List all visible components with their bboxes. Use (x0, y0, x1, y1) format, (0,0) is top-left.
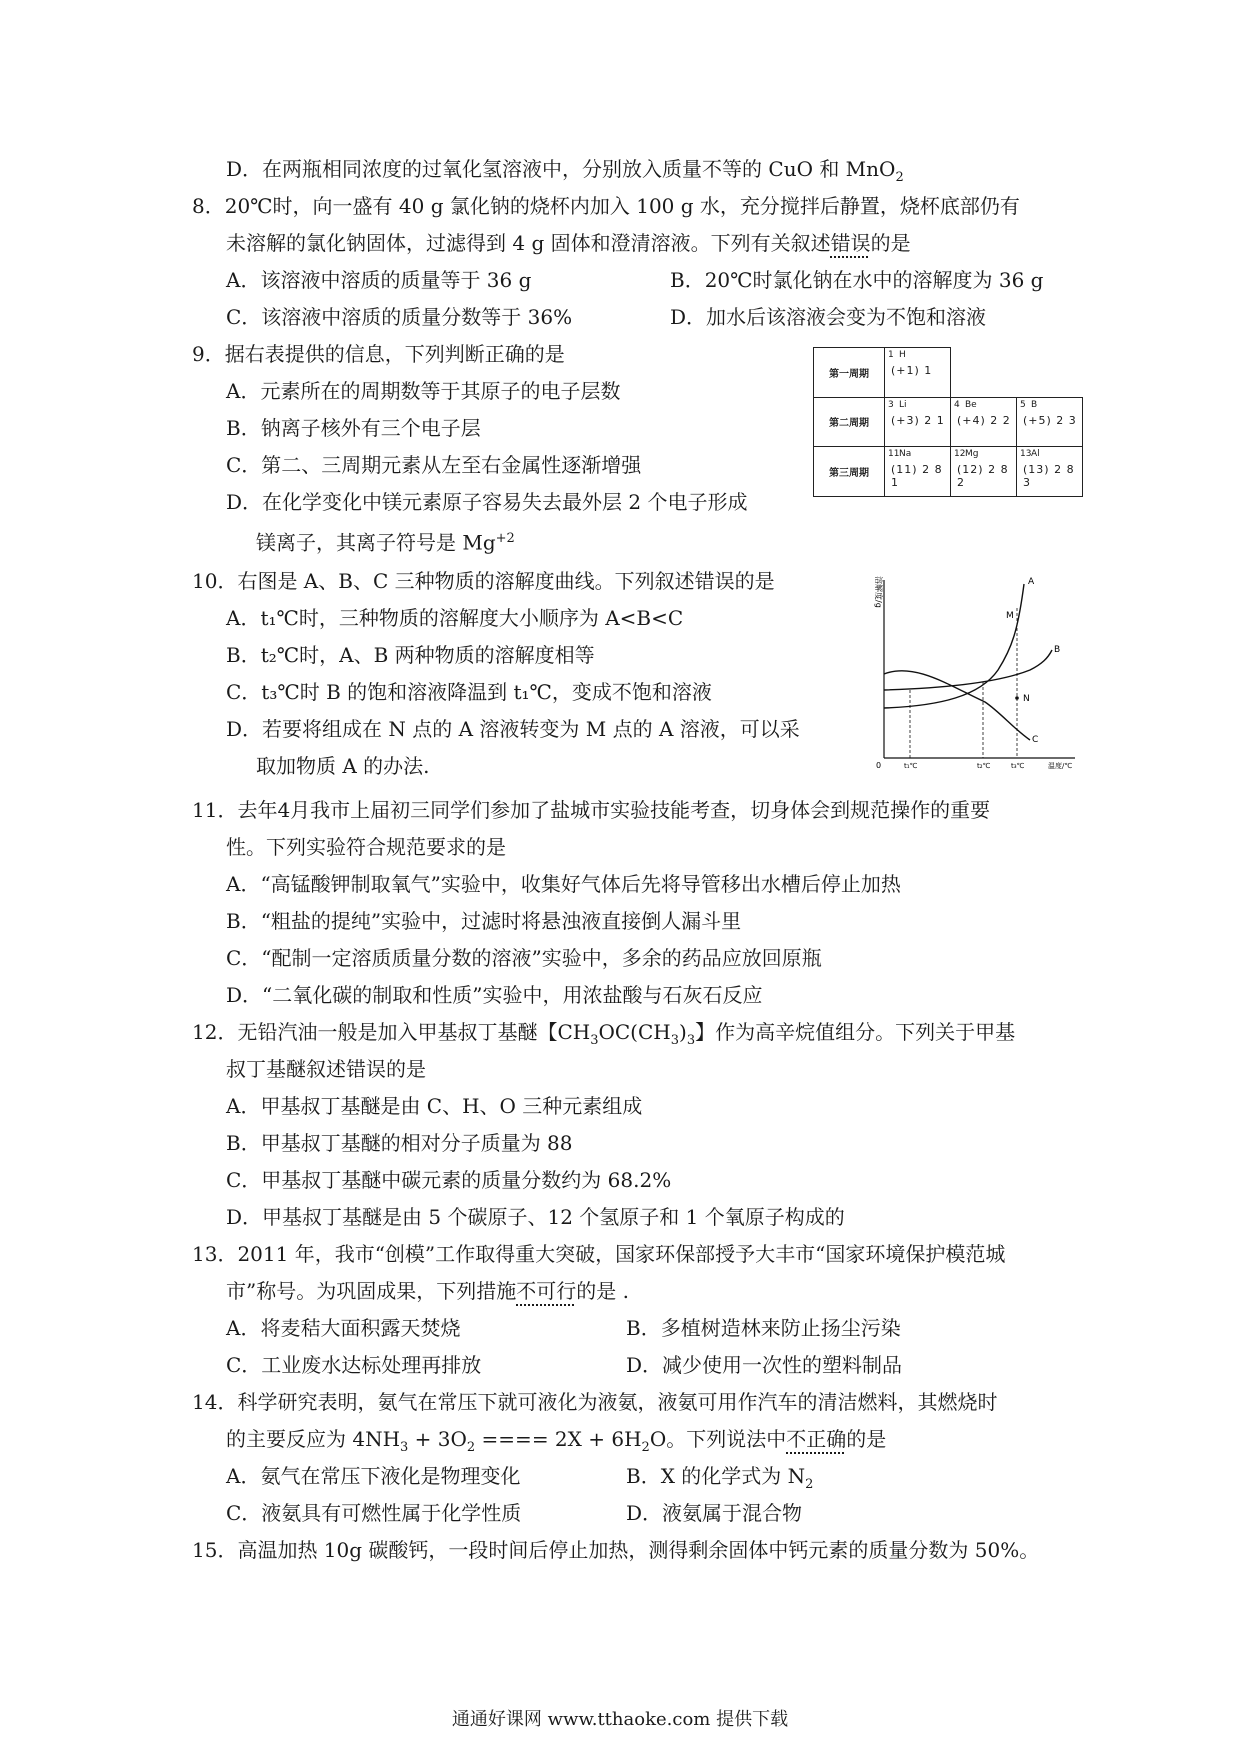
q8-option-b: B．20℃时氯化钠在水中的溶解度为 36 g (670, 268, 1044, 292)
element-cell: 11 Na (11) 2 8 1 (885, 447, 951, 497)
q12-stem-line2: 叔丁基醚叙述错误的是 (226, 1057, 426, 1081)
q14-option-b: B．X 的化学式为 $N_2$ (626, 1464, 814, 1492)
q10-option-d-line2: 取加物质 A 的办法. (256, 754, 430, 778)
q13-option-c: C．工业废水达标处理再排放 (226, 1353, 482, 1377)
label-c: C (1032, 735, 1039, 745)
q8-stem-line1: 8．20℃时，向一盛有 40 g 氯化钠的烧杯内加入 100 g 水，充分搅拌后静置，烧杯底部仍有 (192, 194, 1020, 218)
period-label: 第二周期 (814, 397, 885, 447)
chart-xlabel: 温度/℃ (1048, 762, 1073, 770)
q10-option-c: C．t₃℃时 B 的饱和溶液降温到 t₁℃，变成不饱和溶液 (226, 680, 712, 704)
q9-option-d-line2: 镁离子，其离子符号是 $Mg^{+2}$ (256, 530, 515, 555)
q9-option-a: A．元素所在的周期数等于其原子的电子层数 (226, 379, 621, 403)
curve-c (884, 671, 1030, 740)
q9-option-d-line1: D．在化学变化中镁元素原子容易失去最外层 2 个电子形成 (226, 490, 748, 514)
q8-stem-line2: 未溶解的氯化钠固体，过滤得到 4 g 固体和澄清溶液。下列有关叙述错误的是 (226, 231, 911, 255)
q12-option-b: B．甲基叔丁基醚的相对分子质量为 88 (226, 1131, 573, 1155)
q10-option-b: B．t₂℃时，A、B 两种物质的溶解度相等 (226, 643, 595, 667)
q14-stem-line1: 14．科学研究表明，氨气在常压下就可液化为液氨，液氨可用作汽车的清洁燃料，其燃烧时 (192, 1390, 998, 1414)
chart-ylabel: 溶解度/g (874, 576, 883, 608)
q11-option-a: A．“高锰酸钾制取氧气”实验中，收集好气体后先将导管移出水槽后停止加热 (226, 872, 901, 896)
element-cell: 5 B (+5) 2 3 (1017, 397, 1083, 447)
q12-stem-line1: 12．无铅汽油一般是加入甲基叔丁基醚【$CH_3OC(CH_3)_3$】作为高辛烷值组分。下列关于甲基 (192, 1020, 1016, 1048)
label-b: B (1054, 645, 1061, 655)
curve-b (884, 650, 1052, 690)
q12-option-a: A．甲基叔丁基醚是由 C、H、O 三种元素组成 (226, 1094, 643, 1118)
q11-stem-line1: 11．去年4月我市上届初三同学们参加了盐城市实验技能考查，切身体会到规范操作的重要 (192, 798, 991, 822)
x-tick-t1: t₁℃ (904, 762, 918, 770)
q11-option-c: C．“配制一定溶质质量分数的溶液”实验中，多余的药品应放回原瓶 (226, 946, 822, 970)
q9-option-b: B．钠离子核外有三个电子层 (226, 416, 481, 440)
page-footer: 通通好课网 www.tthaoke.com 提供下载 (451, 1709, 789, 1730)
label-n: N (1023, 694, 1030, 704)
q13-stem-line2: 市”称号。为巩固成果，下列措施不可行的是 . (226, 1279, 629, 1303)
q11-option-d: D．“二氧化碳的制取和性质”实验中，用浓盐酸与石灰石反应 (226, 983, 763, 1007)
element-cell: 4 Be (+4) 2 2 (951, 397, 1017, 447)
q10-stem: 10．右图是 A、B、C 三种物质的溶解度曲线。下列叙述错误的是 (192, 569, 775, 593)
x-tick-t2: t₂℃ (977, 762, 991, 770)
q7-option-d: D．在两瓶相同浓度的过氧化氢溶液中，分别放入质量不等的 CuO 和 MnO$_2$ (226, 157, 904, 185)
period-label: 第三周期 (814, 447, 885, 497)
q12-option-c: C．甲基叔丁基醚中碳元素的质量分数约为 68.2% (226, 1168, 672, 1192)
periodic-table-excerpt (813, 347, 1083, 497)
period-label: 第一周期 (814, 348, 885, 398)
q8-option-c: C．该溶液中溶质的质量分数等于 36% (226, 305, 573, 329)
element-cell: 3 Li (+3) 2 1 (885, 397, 951, 447)
q14-stem-line2: 的主要反应为 $4NH_3 + 3O_2$ ==== $2X + 6H_2O$。下列说法中不正确的是 (226, 1427, 887, 1455)
q15-stem: 15．高温加热 10g 碳酸钙，一段时间后停止加热，测得剩余固体中钙元素的质量分数为 50%。 (192, 1538, 1040, 1562)
element-cell: 12 Mg (12) 2 8 2 (951, 447, 1017, 497)
label-a: A (1028, 577, 1035, 587)
q13-option-b: B．多植树造林来防止扬尘污染 (626, 1316, 901, 1340)
q8-option-d: D．加水后该溶液会变为不饱和溶液 (670, 305, 987, 329)
x-tick-t3: t₃℃ (1011, 762, 1025, 770)
q13-option-a: A．将麦秸大面积露天焚烧 (226, 1316, 461, 1340)
q9-option-c: C．第二、三周期元素从左至右金属性逐渐增强 (226, 453, 642, 477)
q10-option-a: A．t₁℃时，三种物质的溶解度大小顺序为 A<B<C (226, 606, 684, 630)
q8-option-a: A．该溶液中溶质的质量等于 36 g (226, 268, 532, 292)
label-m: M (1006, 611, 1014, 621)
q11-stem-line2: 性。下列实验符合规范要求的是 (226, 835, 506, 859)
q9-stem: 9．据右表提供的信息，下列判断正确的是 (192, 342, 565, 366)
element-cell: 1 H (+1) 1 (885, 348, 951, 398)
q14-option-d: D．液氨属于混合物 (626, 1501, 803, 1525)
q11-option-b: B．“粗盐的提纯”实验中，过滤时将悬浊液直接倒人漏斗里 (226, 909, 742, 933)
q13-stem-line1: 13．2011 年，我市“创模”工作取得重大突破，国家环保部授予大丰市“国家环境保护模范城 (192, 1242, 1006, 1266)
q10-option-d-line1: D．若要将组成在 N 点的 A 溶液转变为 M 点的 A 溶液，可以采 (226, 717, 800, 741)
element-cell: 13 Al (13) 2 8 3 (1017, 447, 1083, 497)
q13-option-d: D．减少使用一次性的塑料制品 (626, 1353, 903, 1377)
point-n (1015, 696, 1019, 700)
q14-option-c: C．液氨具有可燃性属于化学性质 (226, 1501, 522, 1525)
chart-origin: 0 (876, 761, 882, 770)
q12-option-d: D．甲基叔丁基醚是由 5 个碳原子、12 个氢原子和 1 个氧原子构成的 (226, 1205, 845, 1229)
solubility-curve-chart (870, 570, 1080, 780)
q14-option-a: A．氨气在常压下液化是物理变化 (226, 1464, 521, 1488)
